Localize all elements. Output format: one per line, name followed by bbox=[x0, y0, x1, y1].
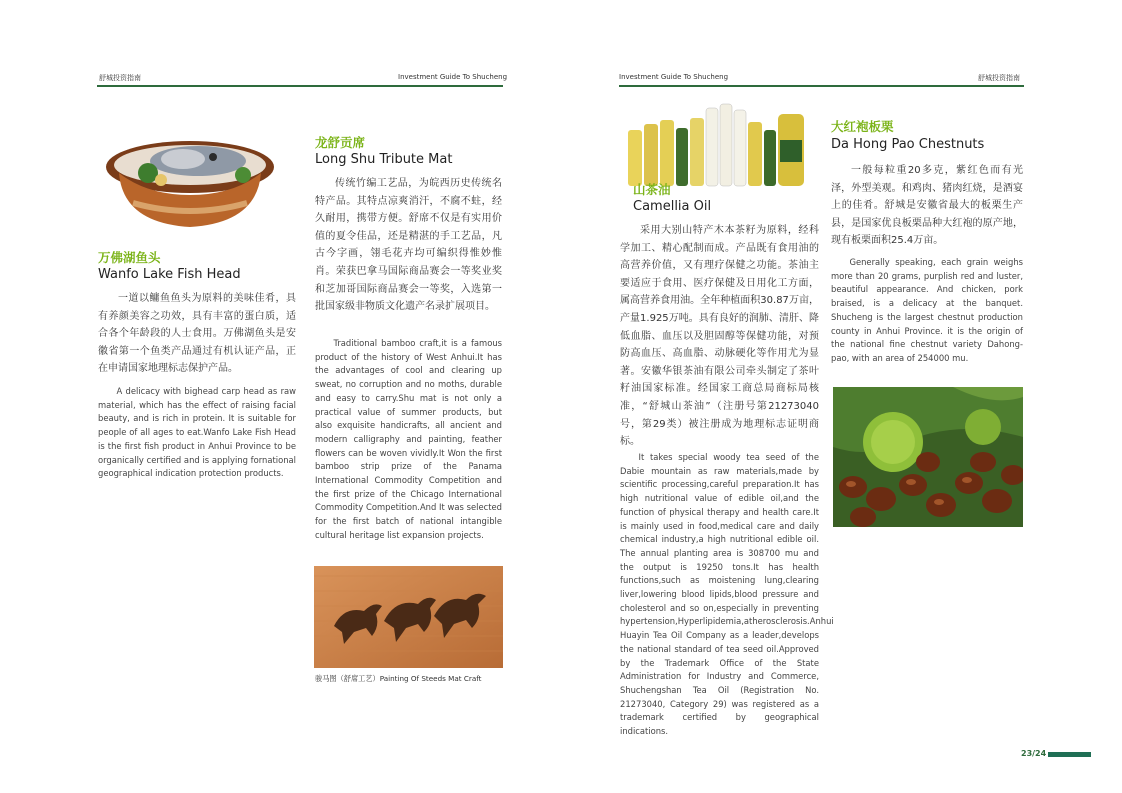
header-right-zh: 舒城投资指南 bbox=[978, 74, 1020, 82]
header-rule-left bbox=[97, 85, 503, 87]
camellia-oil-image bbox=[620, 100, 810, 188]
fish-title-zh: 万佛湖鱼头 bbox=[98, 250, 161, 265]
mat-text-en: Traditional bamboo craft,it is a famous product of the history of West Anhui.It has the advantages of cool and clearing up sweat, no corruption and no moths, durable and easy to carry.Shu mat is not only a practical value of summer products, but also exquisite handicrafts, all ancient and modern calligraphy and painting, feather flowers can be woven vividly.It Won the first bamboo strip prize of the Panama International Commodity Competition and the first prize of the Chicago International Commodity Competition.And It was selected for the first batch of national intangible cultural heritage list expansion projects. bbox=[315, 338, 502, 540]
mat-text-zh: 传统竹编工艺品，为皖西历史传统名特产品。其特点凉爽消汗，不腐不蛀，经久耐用，携带方便。舒席不仅是有实用价值的夏令佳品，还是精湛的手工艺品，凡古今字画，翎毛花卉均可编织得惟妙惟肖。荣获巴拿马国际商品赛会一等奖业奖和芝加哥国际商品赛会一等奖，入选第一批国家级非物质文化遗产名录扩展项目。 bbox=[315, 178, 502, 313]
header-rule-right bbox=[619, 85, 1024, 87]
header-left-zh: 舒城投资指南 bbox=[99, 74, 141, 82]
chestnut-image bbox=[833, 387, 1023, 527]
header-right-en: Investment Guide To Shucheng bbox=[619, 73, 729, 81]
mat-title-en: Long Shu Tribute Mat bbox=[315, 152, 453, 167]
chestnut-title-zh: 大红袍板栗 bbox=[831, 119, 894, 134]
chestnut-title-en: Da Hong Pao Chestnuts bbox=[831, 137, 985, 152]
fish-text-zh: 一道以鳙鱼鱼头为原料的美味佳肴，具有养颜美容之功效，具有丰富的蛋白质，适合各个年龄段的人士食用。万佛湖鱼头是安徽省第一个鱼类产品通过有机认证产品，正在申请国家地理标志保护产品。 bbox=[98, 293, 296, 375]
fish-head-image bbox=[103, 135, 278, 235]
fish-text-en: A delicacy with bighead carp head as raw material, which has the effect of raising facial beauty, and is rich in protein. It is suitable for people of all ages to eat.Wanfo Lake Fish Head is the first fish product in Anhui Province to be organically certified and is applying fornational geographical indication protection products. bbox=[98, 386, 296, 479]
steeds-mat-image bbox=[314, 566, 503, 668]
page-number-bar bbox=[1048, 752, 1091, 757]
oil-title-zh: 山茶油 bbox=[633, 182, 671, 197]
page-number: 23/24 bbox=[1021, 749, 1047, 758]
chestnut-text-en: Generally speaking, each grain weighs more than 20 grams, purplish red and luster, beautiful appearance. And chicken, pork braised, is a delicacy at the banquet. Shucheng is the largest chestnut production county in Anhui Province. it is the origin of the national fine chestnut variety Dahong-pao, with an area of 254000 mu. bbox=[831, 257, 1023, 363]
chestnut-text-zh: 一般每粒重20多克，紫红色而有光泽，外型美观。和鸡肉、猪肉红烧，是酒宴上的佳肴。舒城是安徽省最大的板栗生产县，是国家优良板栗品种大红袍的原产地，现有板栗面积25.4万亩。 bbox=[831, 165, 1023, 247]
mat-title-zh: 龙舒贡席 bbox=[315, 135, 366, 150]
oil-text-zh: 采用大别山特产木本茶籽为原料，经科学加工、精心配制而成。产品既有食用油的高营养价值，又有理疗保健之功能。茶油主要适应于食用、医疗保健及日用化工方面，属高营养食用油。全年种植面积30.87万亩，产量1.925万吨。具有良好的润肺、清肝、降低血脂、血压以及胆固醇等保健功能，对预防高血压、高血脂、动脉硬化等作用尤为显著。安徽华银茶油有限公司牵头制定了茶叶籽油国家标准。经国家工商总局商标局核准，“舒城山茶油”（注册号第21273040号，第29类）被注册成为地理标志证明商标。 bbox=[620, 225, 819, 448]
header-left-en: Investment Guide To Shucheng bbox=[398, 73, 508, 81]
oil-text-en: It takes special woody tea seed of the Dabie mountain as raw materials,made by scientific processing,careful preparation.It has high nutritional value of edible oil,and the function of physical therapy and health care.It is mainly used in food,medical care and daily chemical industry,a high nutritional edible oil. The annual planting area is 308700 mu and the output is 19250 tons.It has health functions,such as moistening lung,clearing liver,lowering blood lipids,blood pressure and cholesterol and so on,especially in preventing hypertension,Hyperlipidemia,atherosclerosis.Anhui Huayin Tea Oil Company as a leader,develops the national standard of tea seed oil.Approved by the Trademark Office of the State Administration for Industry and Commerce, Shuchengshan Tea Oil (Registration No. 21273040, Category 29) was registered as a trademark certified by geographical indications. bbox=[620, 452, 834, 737]
mat-caption: 骏马图（舒席工艺）Painting Of Steeds Mat Craft bbox=[315, 674, 482, 683]
fish-title-en: Wanfo Lake Fish Head bbox=[98, 267, 241, 282]
oil-title-en: Camellia Oil bbox=[633, 199, 712, 214]
